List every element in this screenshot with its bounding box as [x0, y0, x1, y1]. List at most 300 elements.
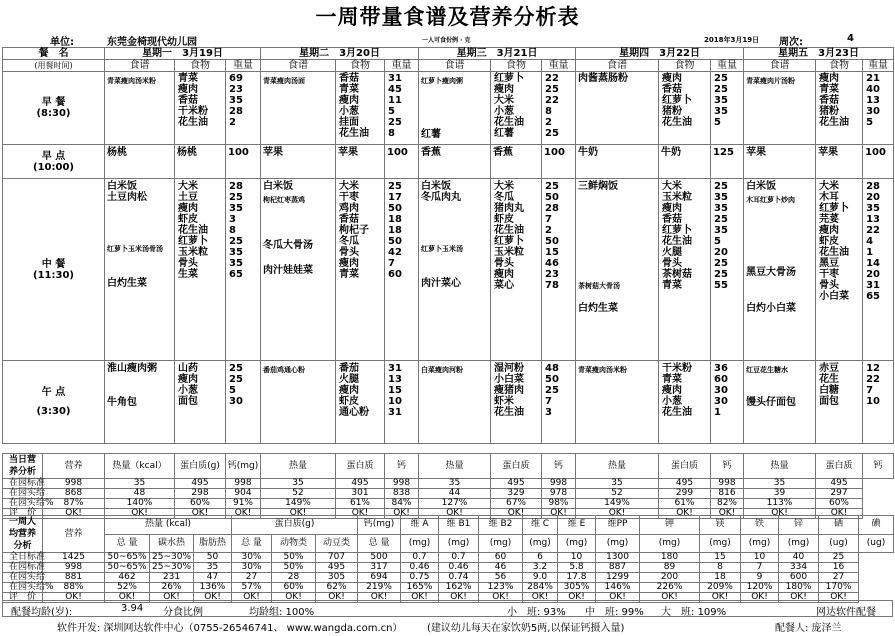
food-weight: 36: [714, 363, 728, 374]
food-weight: 8: [229, 225, 236, 236]
food-name: 骨头: [662, 258, 683, 269]
middle-class-ratio: 中 班: 99%: [585, 607, 644, 618]
food-name: 瘦肉: [339, 385, 360, 396]
food-weight: 50: [388, 236, 402, 247]
nutrition-value: 180%: [779, 583, 819, 593]
ratio-label: 分食比例: [163, 607, 203, 618]
nutrition-value: 694: [358, 573, 401, 583]
food-name: 红萝卜: [662, 95, 693, 106]
nutrition-value: OK!: [558, 593, 596, 603]
meal-snack-am: 早 点 (10:00): [3, 145, 105, 179]
food-name: 瘦肉: [494, 269, 515, 280]
food-weight: 10: [388, 396, 402, 407]
food-name: 生菜: [178, 269, 198, 280]
weight-cell: [711, 72, 744, 145]
food-name: 瘦肉: [178, 84, 198, 95]
meal-breakfast: 早 餐 (8:30): [3, 72, 105, 145]
food-weight: 1: [714, 407, 722, 418]
nutrition-value: 297: [816, 489, 863, 499]
food-weight: 25: [545, 181, 559, 192]
nutrition-value: 600: [779, 573, 819, 583]
food-name: 大米: [339, 181, 360, 192]
food-weight: 25: [229, 236, 243, 247]
food-weight: 20: [714, 247, 728, 258]
nutrition-value: 47: [194, 573, 232, 583]
dish-name: 青菜瘦肉汤米粉: [578, 366, 628, 374]
nutrition-value: 60: [479, 553, 523, 563]
dish-name: 枸杞红枣蒸鸡: [263, 196, 306, 204]
dish-name: 黑豆大骨汤: [746, 267, 797, 278]
nutrition-value: 868: [43, 489, 105, 499]
food-name: 花生: [819, 374, 840, 385]
nutrition-value: 140%: [105, 499, 175, 509]
nutrition-value: 904: [226, 489, 261, 499]
col-weight: 重量: [863, 60, 894, 72]
week-number: 4: [847, 33, 854, 44]
nutrition-value: 60%: [175, 499, 226, 509]
nutrition-value: 219%: [358, 583, 401, 593]
food-name: 木耳: [819, 192, 840, 203]
food-weight: 25: [545, 84, 559, 95]
nutrition-value: 226%: [640, 583, 700, 593]
food-name: 大米: [494, 181, 515, 192]
nutrient-header: 蛋白质(g): [232, 516, 358, 535]
food-weight: 35: [866, 203, 880, 214]
dish-name: 馒头仔面包: [746, 397, 797, 408]
nutrition-value: 162%: [439, 583, 479, 593]
nutrient-header: 热量: [419, 454, 491, 479]
food-name: 赤豆: [819, 363, 840, 374]
food-weight: 25: [714, 181, 728, 192]
row-label: 评 价: [3, 593, 43, 603]
food-name: 红薯: [494, 128, 515, 139]
dish-cell: [105, 72, 175, 145]
food-name: 菜心: [494, 280, 515, 291]
nutrition-value: OK!: [491, 509, 542, 519]
nutrition-value: 52: [576, 489, 659, 499]
nutrition-value: 838: [385, 489, 419, 499]
food-name: 面包: [819, 396, 840, 407]
food-weight: 25: [545, 128, 559, 139]
col-food: 食物: [491, 60, 542, 72]
nutrient-header: 钙(mg): [226, 454, 261, 479]
row-label: 全日标准: [3, 553, 43, 563]
food-name: 干米粉: [178, 106, 208, 117]
nutrition-value: 50%: [272, 553, 316, 563]
food-name: 虾皮: [339, 396, 360, 407]
nutrition-value: 35: [576, 479, 659, 489]
nutrition-value: 317: [358, 563, 401, 573]
dish-name: 白米饭: [746, 181, 777, 192]
nutrient-header: 钙: [863, 454, 894, 479]
food-name: 香菇: [819, 95, 840, 106]
col-food: 食物: [336, 60, 385, 72]
food-weight: 45: [388, 84, 402, 95]
nutrition-value: 9.0: [523, 573, 558, 583]
food-name: 大米: [662, 181, 683, 192]
food-name: 花生油: [494, 407, 525, 418]
food-weight: 100: [544, 147, 565, 158]
food-weight: 5: [714, 236, 722, 247]
nutrient-header: 热量: [576, 454, 659, 479]
nutrition-value: 67%: [491, 499, 542, 509]
nutrient-subheader: (mg): [401, 534, 439, 553]
food-weight: 8: [545, 106, 552, 117]
food-weight: 10: [866, 396, 880, 407]
row-label: 在园实给%: [3, 583, 43, 593]
food-name: 茶树菇: [662, 269, 693, 280]
nutrition-value: 136%: [194, 583, 232, 593]
food-name: 干枣: [819, 269, 840, 280]
col-food: 食物: [816, 60, 863, 72]
nutrition-value: 301: [336, 489, 385, 499]
nutrition-value: 231: [150, 573, 194, 583]
nutrition-value: OK!: [779, 593, 819, 603]
chef-name: 配餐人: 庞泽兰: [775, 623, 842, 634]
col-weight: 重量: [226, 60, 261, 72]
food-weight: 25: [388, 117, 402, 128]
food-weight: 35: [714, 192, 728, 203]
dish-name: 白灼生菜: [578, 303, 619, 314]
food-cell: [491, 72, 542, 145]
food-name: 骨头: [819, 280, 840, 291]
developer-info: 软件开发: 深圳网达软件中心（0755-26546741、 www.wangda.com.cn）: [57, 623, 403, 634]
nutrition-value: 149%: [261, 499, 336, 509]
food-name: 玉米粒: [662, 192, 693, 203]
nutrient-header: 锌: [779, 516, 819, 535]
page-title: 一周带量食谱及营养分析表: [315, 5, 580, 29]
nutrient-header: 铁: [741, 516, 779, 535]
nutrition-value: 329: [491, 489, 542, 499]
nutrient-header: 钙: [385, 454, 419, 479]
food-name: 香菇: [662, 214, 683, 225]
row-label: 评 价: [3, 509, 43, 519]
nutrition-value: 50%: [272, 563, 316, 573]
nutrition-value: 127%: [419, 499, 491, 509]
report-header: [2, 32, 893, 47]
food-name: 小白菜: [494, 374, 525, 385]
food-name: 瘦肉: [662, 385, 683, 396]
food-name: 红萝卜: [178, 236, 208, 247]
row-label: 在园标准: [3, 563, 43, 573]
nutrition-value: OK!: [226, 509, 261, 519]
nutrition-value: OK!: [385, 509, 419, 519]
nutrition-value: 5.8: [558, 563, 596, 573]
food-weight: 2: [545, 225, 552, 236]
food-name: 虾皮: [819, 236, 840, 247]
food-weight: 13: [866, 214, 880, 225]
dish-name: 土豆肉松: [107, 192, 147, 203]
nutrition-row: [3, 489, 894, 499]
food-name: 青菜: [662, 374, 683, 385]
food-weight: 50: [545, 374, 559, 385]
dish-name: 香蕉: [421, 147, 442, 158]
weight-cell: [542, 72, 576, 145]
food-weight: 60: [388, 269, 402, 280]
nutrition-value: 0.75: [401, 573, 439, 583]
dish-name: 白灼小白菜: [746, 303, 797, 314]
nutrient-header: 热量: [744, 454, 816, 479]
nutrient-subheader: (mg): [779, 534, 819, 553]
footer: [2, 617, 893, 634]
dish-name: 红薯: [421, 129, 442, 140]
nutrition-value: 998: [43, 479, 105, 489]
food-name: 瘦肉: [339, 95, 360, 106]
nutrition-value: 146%: [596, 583, 640, 593]
nutrition-value: 881: [43, 573, 105, 583]
nutrition-value: 998: [43, 563, 105, 573]
age-label: 配餐均龄(岁):: [11, 607, 73, 618]
food-weight: 22: [545, 73, 559, 84]
weekly-nutrition-table: [2, 515, 894, 603]
food-weight: 50: [545, 192, 559, 203]
nutrition-value: 35: [261, 479, 336, 489]
food-weight: 25: [388, 181, 402, 192]
nutrition-value: 334: [779, 563, 819, 573]
nutrient-subheader: 总 量: [358, 534, 401, 553]
food-weight: 31: [388, 73, 402, 84]
nutrition-value: OK!: [175, 509, 226, 519]
food-weight: 21: [866, 73, 880, 84]
food-weight: 100: [228, 147, 249, 158]
dish-name: 白灼生菜: [107, 278, 147, 289]
avg-ratio: 均龄组: 100%: [249, 607, 315, 618]
nutrient-header: 钙(mg): [358, 516, 401, 535]
row-label: 在园标准: [3, 479, 43, 489]
nutrient-header: 钾: [640, 516, 700, 535]
food-name: 红萝卜: [819, 203, 850, 214]
nutrition-value: OK!: [261, 509, 336, 519]
food-weight: 7: [388, 258, 395, 269]
food-name: 小葱: [494, 106, 515, 117]
food-weight: 40: [866, 84, 880, 95]
nutrition-value: 495: [175, 479, 226, 489]
nutrition-value: 495: [316, 563, 358, 573]
food-weight: 22: [866, 225, 880, 236]
nutrient-subheader: (mg): [479, 534, 523, 553]
daily-nutrition-table: [2, 453, 894, 519]
nutrition-value: 57%: [232, 583, 272, 593]
food-name: 通心粉: [339, 407, 370, 418]
nutrition-value: 30%: [232, 563, 272, 573]
dish-name: 红萝卜玉米汤骨汤: [107, 245, 163, 253]
nutrition-row: [3, 499, 894, 509]
nutrition-value: OK!: [105, 593, 150, 603]
day-header-wed: 星期三 3月21日: [419, 48, 576, 60]
food-weight: 50: [388, 203, 402, 214]
food-name: 花生油: [178, 225, 208, 236]
food-name: 白糖: [819, 385, 840, 396]
food-weight: 25: [714, 73, 728, 84]
food-weight: 25: [229, 374, 243, 385]
food-name: 杨桃: [177, 147, 197, 158]
nutrition-value: 8: [700, 563, 741, 573]
food-weight: 25: [714, 258, 728, 269]
nutrient-header: 热量（kcal）: [105, 454, 175, 479]
nutrition-value: 3.2: [523, 563, 558, 573]
food-weight: 31: [866, 280, 880, 291]
bottom-bar: [2, 600, 893, 617]
nutrition-value: 35: [744, 479, 816, 489]
food-name: 鸡肉: [339, 203, 360, 214]
day-header-tue: 星期二 3月20日: [261, 48, 419, 60]
food-name: 花生油: [662, 117, 693, 128]
nutrition-value: 305%: [558, 583, 596, 593]
nutrient-header: 维 B1: [439, 516, 479, 535]
food-weight: 35: [714, 225, 728, 236]
report-date: 2018年3月19日: [704, 36, 760, 44]
food-weight: 25: [545, 385, 559, 396]
col-dish: 食谱: [419, 60, 491, 72]
nutrition-value: 299: [659, 489, 711, 499]
nutrition-value: 9: [741, 573, 779, 583]
food-name: 花生油: [819, 117, 850, 128]
week-label: 周次:: [779, 37, 803, 48]
food-weight: 25: [714, 269, 728, 280]
nutrition-row: [3, 573, 894, 583]
nutrition-value: 15: [700, 553, 741, 563]
col-food: 食物: [175, 60, 226, 72]
nutrition-value: OK!: [640, 593, 700, 603]
food-name: 小葱: [339, 106, 360, 117]
nutrient-header: 碘: [859, 516, 894, 535]
menu-table: [2, 47, 894, 444]
nutrition-value: 998: [385, 479, 419, 489]
weight-cell: [385, 72, 419, 145]
food-weight: 5: [388, 106, 395, 117]
food-name: 大米: [494, 95, 515, 106]
nutrition-value: 998: [542, 479, 576, 489]
food-weight: 46: [545, 258, 559, 269]
food-weight: 14: [866, 258, 880, 269]
food-weight: 8: [388, 128, 395, 139]
food-weight: 5: [714, 117, 722, 128]
nutrition-value: 18: [700, 573, 741, 583]
nutrient-header: 蛋白质: [659, 454, 711, 479]
meal-header: 餐 名: [3, 48, 105, 60]
nutrient-subheader: 动物类: [272, 534, 316, 553]
nutrient-header: 蛋白质(g): [175, 454, 226, 479]
nutrition-value: 46: [479, 563, 523, 573]
food-weight: 42: [388, 247, 402, 258]
food-name: 瘦肉: [178, 374, 198, 385]
dish-name: 三鲜焖饭: [578, 181, 619, 192]
milk-tip: (建议幼儿每天在家饮奶5两,以保证钙摄入量): [427, 623, 625, 634]
nutrient-subheader: (mg): [596, 534, 640, 553]
nutrient-header: 硒: [819, 516, 859, 535]
nutrient-header: 维 B2: [479, 516, 523, 535]
food-name: 冬瓜: [494, 192, 515, 203]
nutrition-value: 50~65%: [105, 563, 150, 573]
nutrition-value: 62%: [316, 583, 358, 593]
food-name: 猪粉: [819, 106, 840, 117]
nutrition-value: 25~30%: [150, 553, 194, 563]
nutrition-value: 6: [523, 553, 558, 563]
food-name: 红萝卜: [494, 73, 525, 84]
nutrition-value: 7: [741, 563, 779, 573]
nutrition-value: OK!: [816, 509, 863, 519]
nutrition-value: OK!: [105, 509, 175, 519]
dish-cell: [261, 72, 336, 145]
dish-name: 白菜瘦肉河粉: [421, 366, 464, 374]
meal-snack-pm: 午 点 (3:30): [3, 361, 105, 444]
dish-cell: [744, 72, 816, 145]
food-name: 香菇: [662, 84, 683, 95]
nutrition-value: 998: [711, 479, 744, 489]
food-cell: [659, 72, 711, 145]
food-name: 苹果: [818, 147, 839, 158]
dish-name: 苹果: [746, 147, 767, 158]
nutrition-value: 39: [744, 489, 816, 499]
nutrient-header: 蛋白质: [491, 454, 542, 479]
food-weight: 22: [866, 374, 880, 385]
food-weight: 18: [388, 225, 402, 236]
food-weight: 25: [714, 84, 728, 95]
nutrition-value: OK!: [523, 593, 558, 603]
food-name: 骨头: [494, 258, 515, 269]
row-label: 在园实给: [3, 489, 43, 499]
dish-name: 冬瓜大骨汤: [263, 240, 314, 251]
nutrition-value: 495: [491, 479, 542, 489]
nutrition-value: 0.7: [439, 553, 479, 563]
nutrition-value: 0.7: [401, 553, 439, 563]
food-name: 湿河粉: [494, 363, 525, 374]
nutrition-value: 0.74: [439, 573, 479, 583]
food-weight: 28: [866, 181, 880, 192]
food-weight: 55: [714, 280, 728, 291]
nutrition-value: OK!: [316, 593, 358, 603]
food-weight: 28: [229, 181, 243, 192]
food-name: 花生油: [494, 117, 525, 128]
food-name: 虾米: [494, 396, 515, 407]
nutrient-subheader: (mg): [700, 534, 741, 553]
nutrition-value: 44: [419, 489, 491, 499]
nutrition-value: 500: [358, 553, 401, 563]
food-name: 大米: [178, 181, 198, 192]
dish-name: 青菜瘦肉汤面: [263, 77, 306, 85]
food-name: 瘦肉: [819, 73, 840, 84]
meal-lunch: 中 餐 (11:30): [3, 179, 105, 361]
nutrition-value: 0.46: [439, 563, 479, 573]
nutrient-header: 营养: [43, 516, 105, 553]
food-weight: 78: [545, 280, 559, 291]
food-weight: 20: [866, 192, 880, 203]
dish-name: 肉汁菜心: [421, 278, 462, 289]
nutrition-value: OK!: [336, 509, 385, 519]
nutrition-value: OK!: [358, 593, 401, 603]
food-name: 苹果: [338, 147, 359, 158]
nutrient-header: 热量: [261, 454, 336, 479]
food-name: 瘦肉: [339, 258, 360, 269]
dish-name: 白米饭: [107, 181, 137, 192]
nutrition-value: 10: [558, 553, 596, 563]
food-name: 青菜: [819, 84, 840, 95]
nutrition-value: 87%: [43, 499, 105, 509]
food-cell: [336, 72, 385, 145]
food-name: 山药: [178, 363, 198, 374]
food-name: 花生油: [819, 247, 850, 258]
nutrition-value: 113%: [744, 499, 816, 509]
food-weight: 25: [714, 214, 728, 225]
dish-name: 红豆花生糖水: [746, 366, 789, 374]
dish-cell: [419, 72, 491, 145]
food-weight: 1: [866, 247, 874, 258]
food-name: 香菇: [339, 73, 360, 84]
nutrition-value: OK!: [741, 593, 779, 603]
food-weight: 50: [545, 236, 559, 247]
food-weight: 100: [387, 147, 408, 158]
food-weight: 35: [229, 203, 243, 214]
